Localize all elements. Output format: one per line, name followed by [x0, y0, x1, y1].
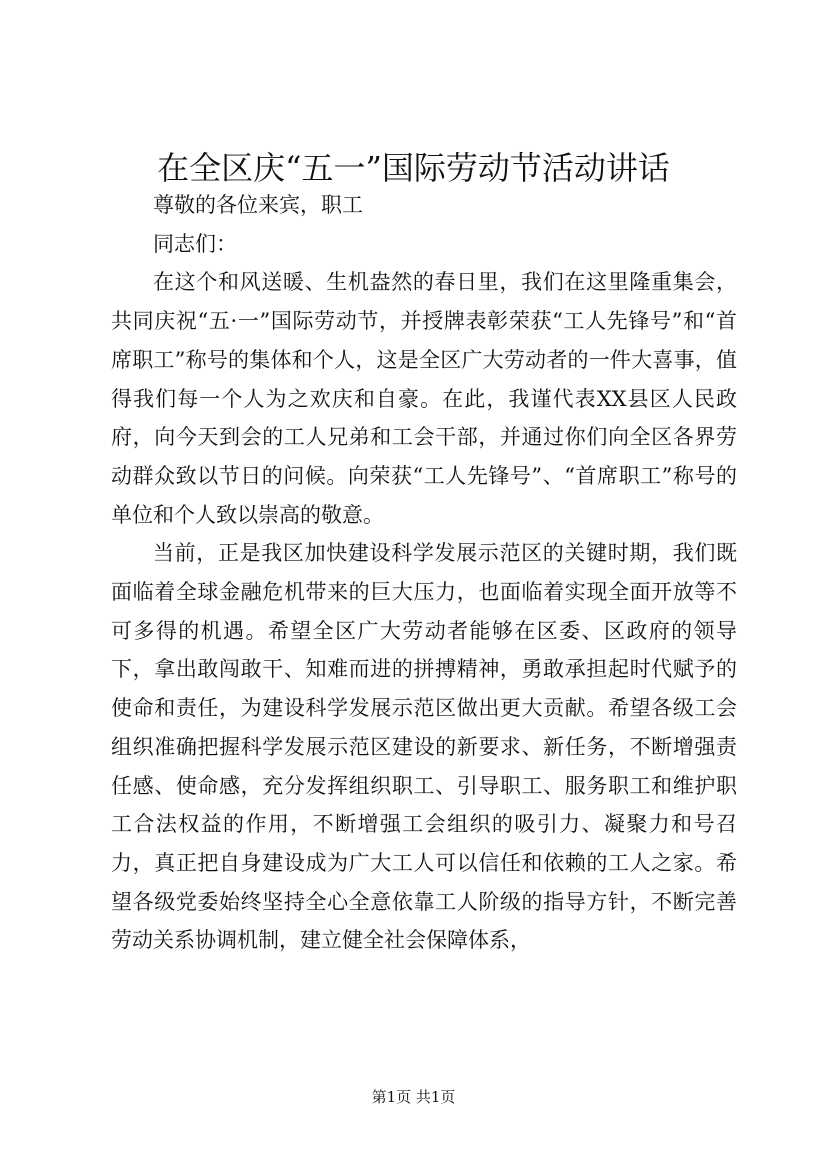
- page-number: 第1页 共1页: [371, 1088, 456, 1106]
- document-title: 在全区庆“五一”国际劳动节活动讲话: [157, 149, 670, 187]
- page-footer: [0, 1087, 827, 1107]
- salutation-line: 尊敬的各位来宾，职工: [153, 193, 363, 217]
- body-paragraph: 在这个和风送暖、生机盎然的春日里，我们在这里隆重集会，共同庆祝“五·一”国际劳动节，并授牌表彰荣获“工人先锋号”和“首席职工”称号的集体和个人，这是全区广大劳动者的一件大喜事，值得我们每一个人为之欢庆和自豪。在此，我谨代表XX县区人民政府，向今天到会的工人兄弟和工会干部，并通过你们向全区各界劳动群众致以节日的问候。向荣获“工人先锋号”、“首席职工”称号的单位和个人致以崇高的敬意。: [111, 270, 737, 527]
- salutation-line: 同志们：: [153, 231, 237, 256]
- document-body: [111, 186, 737, 960]
- body-paragraph: 当前，正是我区加快建设科学发展示范区的关键时期，我们既面临着全球金融危机带来的巨大压力，也面临着实现全面开放等不可多得的机遇。希望全区广大劳动者能够在区委、区政府的领导下，拿出敢闯敢干、知难而进的拼搏精神，勇敢承担起时代赋予的使命和责任，为建设科学发展示范区做出更大贡献。希望各级工会组织准确把握科学发展示范区建设的新要求、新任务，不断增强责任感、使命感，充分发挥组织职工、引导职工、服务职工和维护职工合法权益的作用，不断增强工会组织的吸引力、凝聚力和号召力，真正把自身建设成为广大工人可以信任和依赖的工人之家。希望各级党委始终坚持全心全意依靠工人阶级的指导方针，不断完善劳动关系协调机制，建立健全社会保障体系，: [111, 541, 737, 953]
